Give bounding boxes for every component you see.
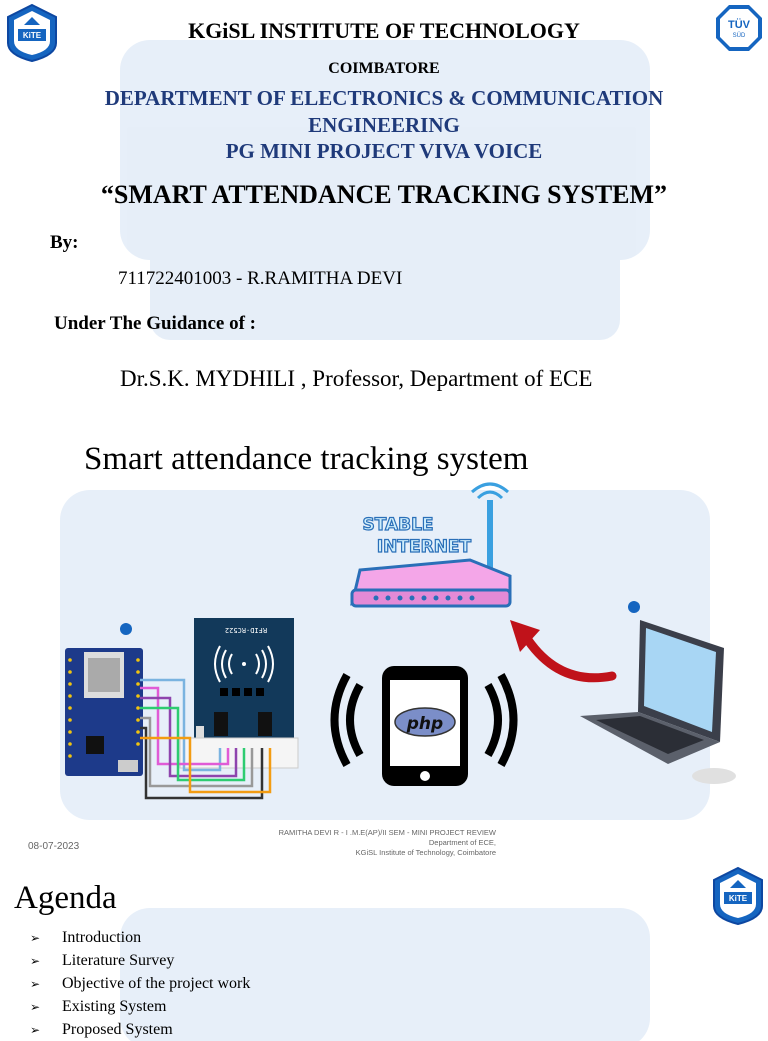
logo-text: KiTE: [22, 31, 42, 40]
red-arrow-icon: [510, 620, 612, 678]
guide-name: Dr.S.K. MYDHILI , Professor, Department of ECE: [120, 366, 593, 391]
nodemcu-board-icon: [65, 648, 143, 776]
list-item: [30, 949, 250, 972]
agenda-title: Agenda: [14, 880, 117, 916]
department-line1: DEPARTMENT OF ELECTRONICS & COMMUNICATION: [104, 86, 664, 110]
by-label: By:: [50, 232, 79, 253]
dot-marker: [628, 601, 640, 613]
student-entry: 711722401003 - R.RAMITHA DEVI: [118, 268, 403, 289]
agenda-item-label: Objective of the project work: [62, 974, 251, 992]
rfid-reader-icon: [180, 618, 298, 768]
footer-credits: [250, 828, 496, 858]
router-text-line2: INTERNET: [376, 537, 472, 557]
city-name: COIMBATORE: [328, 60, 440, 77]
laptop-icon: [580, 620, 736, 784]
project-title: “SMART ATTENDANCE TRACKING SYSTEM”: [100, 180, 668, 209]
arrow-bullet-icon: ➢: [30, 976, 41, 991]
logo-text: KiTE: [728, 894, 748, 903]
router-text-line1: STABLE: [362, 515, 434, 535]
footer-line2: Department of ECE,: [428, 838, 496, 847]
rfid-label: RFID-RC522: [224, 626, 268, 634]
tuv-text: TÜV: [728, 19, 750, 31]
list-item: [30, 995, 250, 1018]
event-name: PG MINI PROJECT VIVA VOICE: [225, 139, 543, 163]
arrow-bullet-icon: ➢: [30, 953, 41, 968]
agenda-item-label: Existing System: [62, 997, 167, 1015]
agenda-item-label: Introduction: [62, 928, 142, 946]
router-icon: [352, 484, 510, 606]
arrow-bullet-icon: ➢: [30, 1022, 41, 1037]
list-item: [30, 972, 250, 995]
system-illustration: [0, 480, 768, 820]
footer-line3: KGiSL Institute of Technology, Coimbatore: [355, 848, 496, 857]
php-phone-icon: [335, 666, 514, 786]
arrow-bullet-icon: ➢: [30, 999, 41, 1014]
guidance-label: Under The Guidance of :: [54, 313, 256, 334]
agenda-item-label: Proposed System: [62, 1020, 173, 1038]
agenda-list: [30, 926, 250, 1041]
department-line2: ENGINEERING: [308, 113, 460, 137]
kite-logo-icon: [710, 866, 766, 926]
arrow-bullet-icon: ➢: [30, 930, 41, 945]
list-item: [30, 1018, 250, 1041]
dot-marker: [120, 623, 132, 635]
tuv-sub: SÜD: [732, 33, 746, 39]
php-label: php: [406, 714, 444, 734]
agenda-item-label: Literature Survey: [62, 951, 175, 969]
slide-subtitle: Smart attendance tracking system: [84, 441, 529, 477]
list-item: [30, 926, 250, 949]
footer-date: 08-07-2023: [28, 841, 80, 852]
institute-name: KGiSL INSTITUTE OF TECHNOLOGY: [188, 18, 580, 43]
footer-line1: RAMITHA DEVI R - I .M.E(AP)/II SEM - MINI PROJECT REVIEW: [278, 828, 496, 837]
